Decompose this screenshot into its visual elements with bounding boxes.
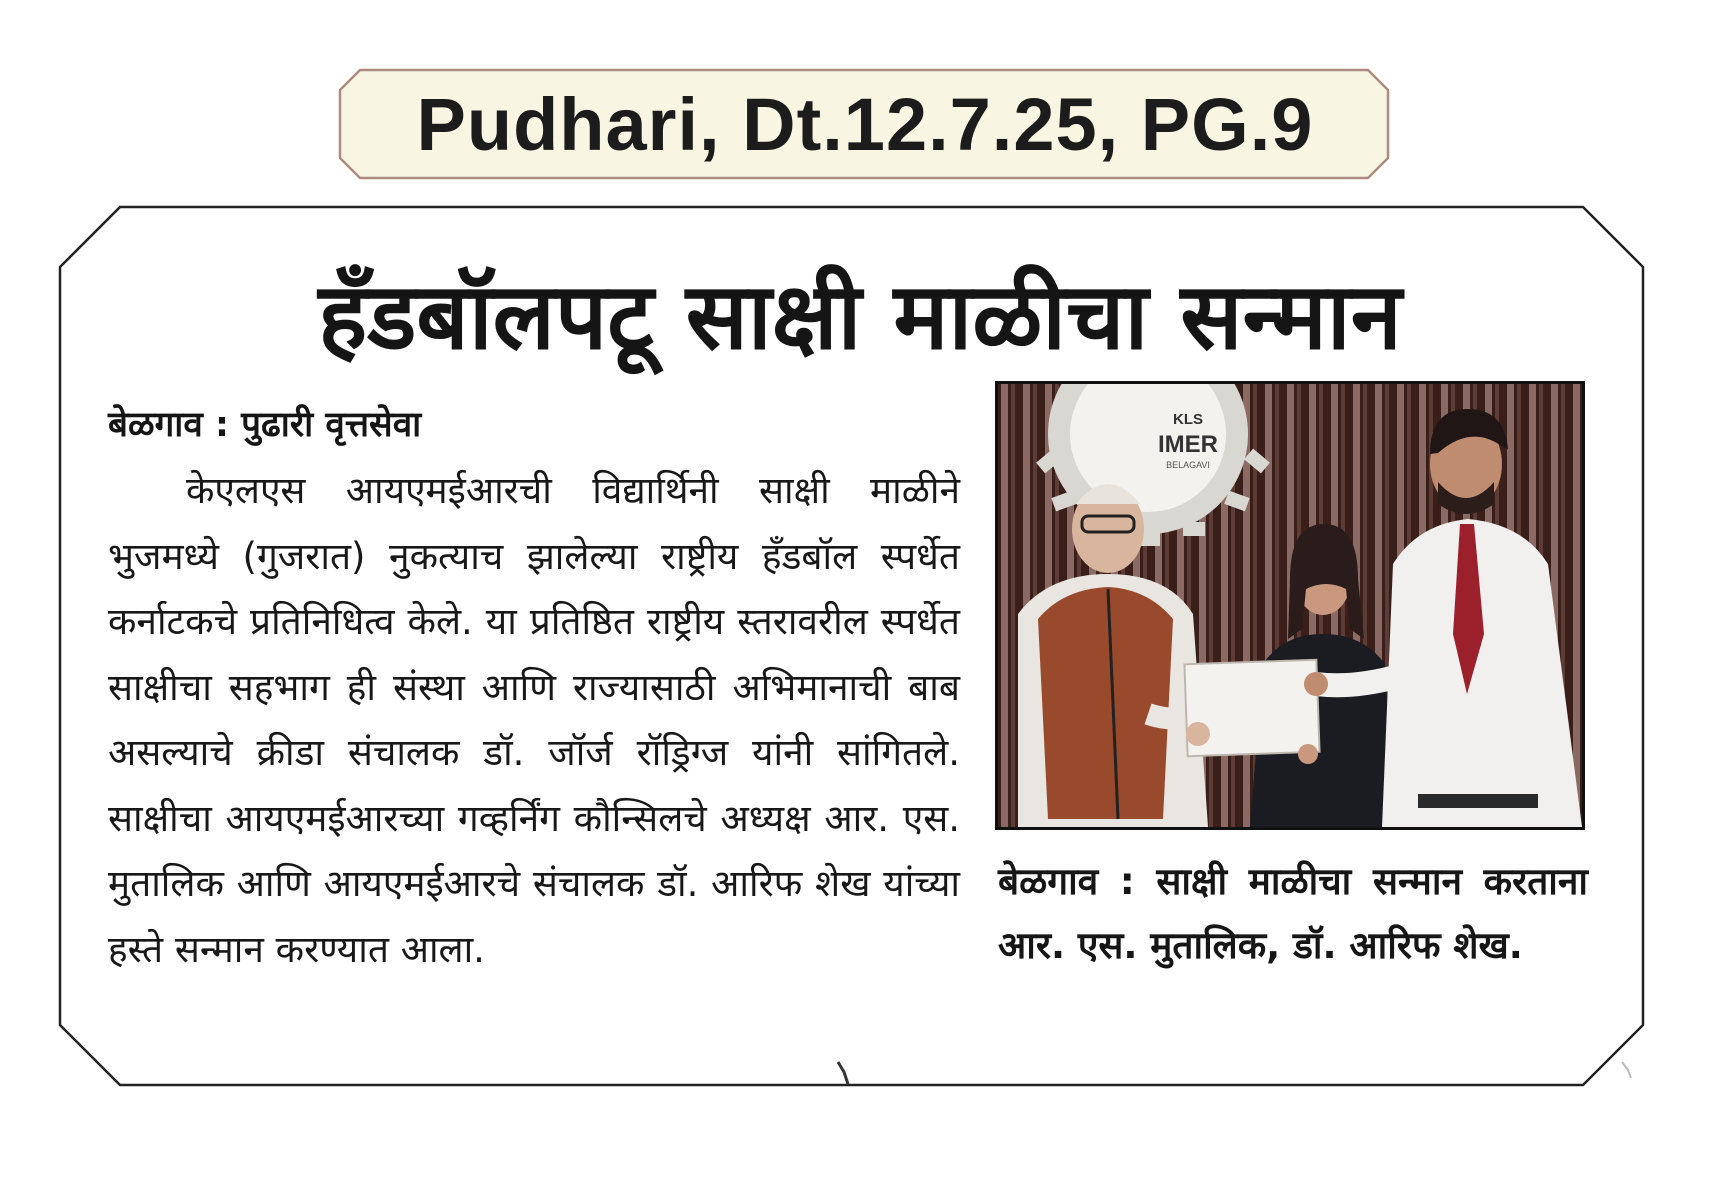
article-headline: हँडबॉलपटू साक्षी माळीचा सन्मान [318, 263, 1402, 370]
logo-imer-text: IMER [1158, 431, 1218, 458]
article-dateline: बेळगाव : पुढारी वृत्तसेवा [108, 405, 422, 445]
photo-caption: बेळगाव : साक्षी माळीचा सन्मान करताना आर. एस. मुतालिक, डॉ. आरिफ शेख. [998, 860, 1588, 967]
print-mark [1622, 1062, 1631, 1078]
logo-kls-text: KLS [1173, 411, 1203, 428]
source-label: Pudhari, Dt.12.7.25, PG.9 [416, 82, 1314, 166]
news-photo [995, 381, 1585, 830]
article-body: केएलएस आयएमईआरची विद्यार्थिनी साक्षी माळीने भुजमध्ये (गुजरात) नुकत्याच झालेल्या राष्ट्रीय हँडबॉल स्पर्धेत कर्नाटकचे प्रतिनिधित्व केले. या प्रतिष्ठित राष्ट्रीय स्तरावरील स्पर्धेत साक्षीचा सहभाग ही संस्था आणि राज्यासाठी अभिमानाची बाब असल्याचे क्रीडा संचालक डॉ. जॉर्ज रॉड्रिग्ज यांनी सांगितले. साक्षीचा आयएमईआरच्या गव्हर्निंग कौन्सिलचे अध्यक्ष आर. एस. मुतालिक आणि आयएमईआरचे संचालक डॉ. आरिफ शेख यांच्या हस्ते सन्मान करण्यात आला. [108, 469, 960, 971]
logo-city-text: BELAGAVI [1166, 460, 1210, 470]
